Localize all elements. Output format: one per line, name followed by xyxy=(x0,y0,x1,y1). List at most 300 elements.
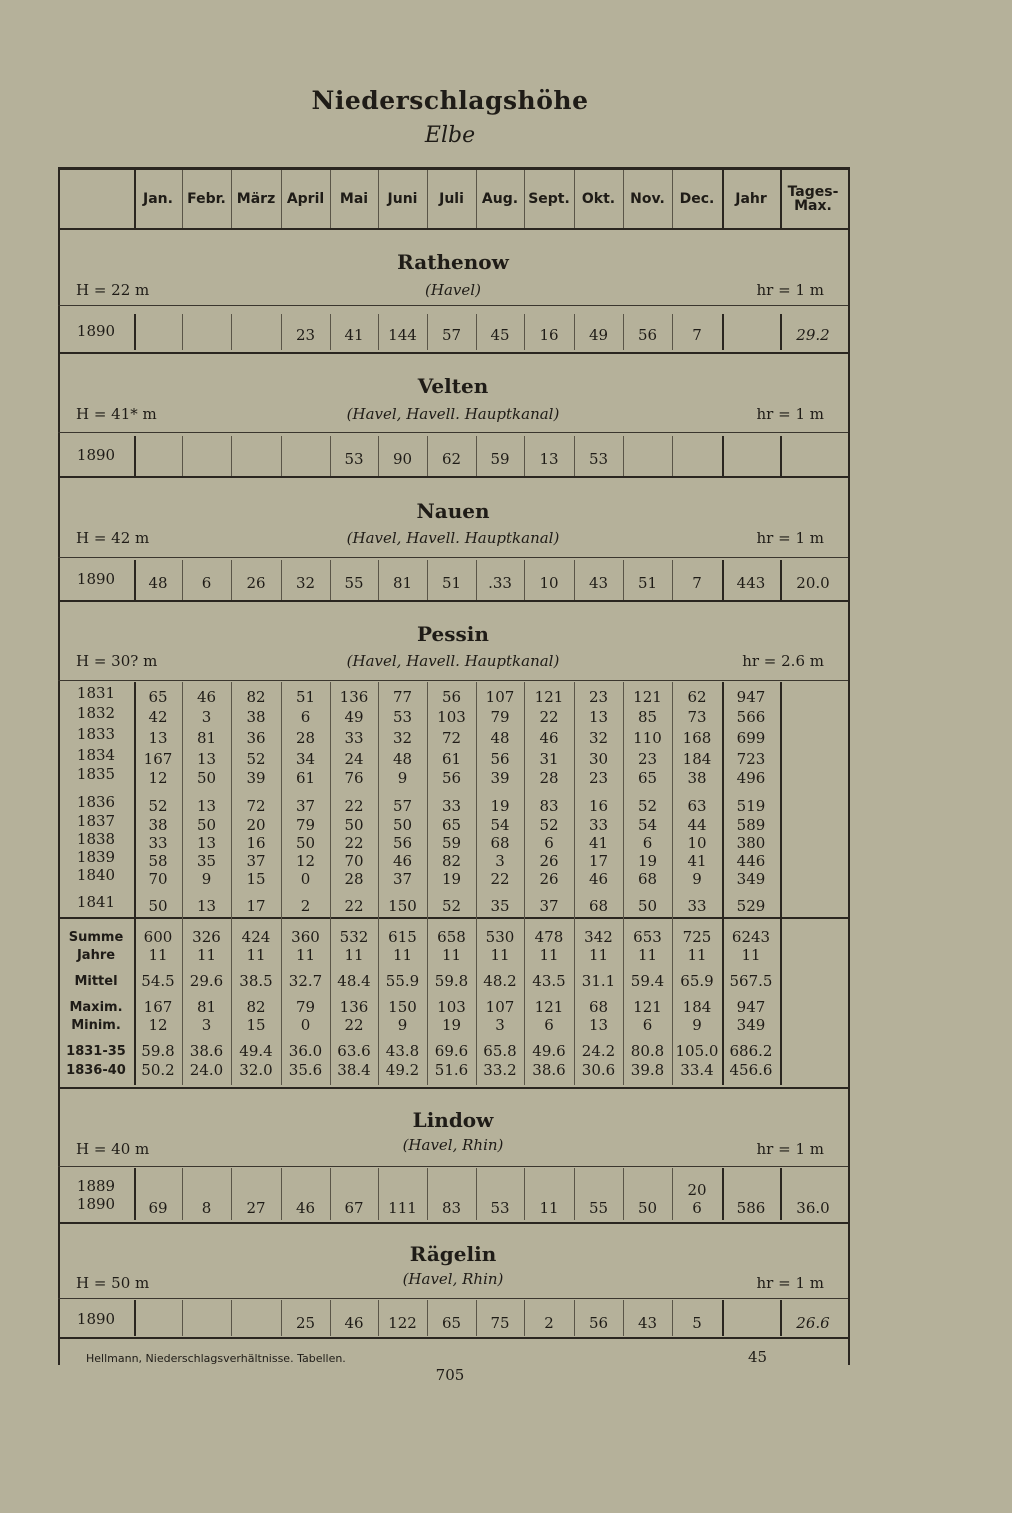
table-cell: 46 xyxy=(344,1314,364,1332)
table-cell: 2 xyxy=(544,1314,554,1332)
summary-cell: 13 xyxy=(588,1016,609,1034)
table-cell: 122 xyxy=(388,1314,417,1332)
summary-cell: 136 xyxy=(339,998,369,1016)
column-rule xyxy=(231,170,232,228)
table-cell: 46 xyxy=(196,688,217,706)
table-cell: 5 xyxy=(692,1314,702,1332)
table-cell: 36.0 xyxy=(796,1199,830,1217)
station-elevation: H = 41* m xyxy=(76,405,157,423)
table-cell: 566 xyxy=(736,708,766,726)
table-cell: 13 xyxy=(539,450,559,468)
table-cell: 168 xyxy=(682,729,712,747)
row-year: 1841 xyxy=(76,893,116,911)
summary-cell: 32.7 xyxy=(288,972,323,990)
table-cell: 23 xyxy=(295,326,316,344)
row-year: 1890 xyxy=(76,322,116,340)
station-name: Pessin xyxy=(417,622,489,646)
table-cell: 136 xyxy=(339,688,369,706)
table-cell: 20 xyxy=(246,816,266,834)
summary-cell: 184 xyxy=(682,998,712,1016)
row-year: 1890 xyxy=(76,1195,116,1213)
table-cell: 85 xyxy=(637,708,658,726)
summary-cell: 6243 xyxy=(731,928,771,946)
summary-cell: 600 xyxy=(143,928,173,946)
summary-cell: 63.6 xyxy=(337,1042,371,1060)
column-rule xyxy=(672,436,673,476)
column-rule xyxy=(330,170,331,228)
table-cell: 33 xyxy=(148,834,168,852)
summary-cell: 105.0 xyxy=(675,1042,719,1060)
table-cell: 110 xyxy=(633,729,662,747)
station-name: Rägelin xyxy=(409,1242,497,1266)
table-cell: 50 xyxy=(196,816,217,834)
summary-cell: 35.6 xyxy=(288,1061,323,1079)
table-cell: 38 xyxy=(687,769,707,787)
summary-label: Summe xyxy=(68,930,124,945)
table-cell: 26.6 xyxy=(796,1314,830,1332)
row-year: 1835 xyxy=(76,765,116,783)
summary-cell: 43.5 xyxy=(532,972,566,990)
table-cell: 0 xyxy=(300,870,311,888)
table-cell: 51 xyxy=(295,688,316,706)
summary-cell: 103 xyxy=(437,998,466,1016)
summary-cell: 50.2 xyxy=(141,1061,175,1079)
table-cell: 7 xyxy=(692,326,702,344)
table-cell: 6 xyxy=(642,834,653,852)
column-rule xyxy=(623,436,624,476)
table-cell: 65 xyxy=(637,769,658,787)
summary-cell: 3 xyxy=(201,1016,212,1034)
column-header: Jahr xyxy=(735,191,767,207)
table-cell: 23 xyxy=(637,750,658,768)
summary-cell: 530 xyxy=(485,928,515,946)
column-header: April xyxy=(286,191,325,207)
summary-cell: 11 xyxy=(741,946,761,964)
summary-cell: 532 xyxy=(339,928,369,946)
station-gauge-height: hr = 1 m xyxy=(756,1274,824,1292)
table-cell: 72 xyxy=(246,797,266,815)
summary-cell: 36.0 xyxy=(288,1042,323,1060)
section-rule xyxy=(58,557,848,558)
table-cell: 32 xyxy=(295,574,316,592)
column-rule xyxy=(780,682,782,1085)
table-cell: 33 xyxy=(687,897,707,915)
table-cell: 49 xyxy=(588,326,609,344)
column-header: Juli xyxy=(439,191,464,207)
table-cell: 16 xyxy=(246,834,266,852)
summary-cell: 15 xyxy=(246,1016,266,1034)
column-rule xyxy=(281,436,282,476)
summary-cell: 3 xyxy=(495,1016,505,1034)
table-cell: 446 xyxy=(736,852,766,870)
table-cell: 58 xyxy=(148,852,168,870)
section-rule xyxy=(58,600,848,602)
summary-cell: 38.4 xyxy=(337,1061,371,1079)
table-cell: 55 xyxy=(588,1199,609,1217)
table-cell: 22 xyxy=(344,834,364,852)
table-cell: 443 xyxy=(736,574,766,592)
table-cell: 10 xyxy=(539,574,559,592)
table-cell: 26 xyxy=(246,574,266,592)
row-year: 1837 xyxy=(76,812,116,830)
table-cell: 56 xyxy=(392,834,413,852)
summary-cell: 121 xyxy=(534,998,564,1016)
table-cell: 48 xyxy=(490,729,510,747)
station-gauge-height: hr = 1 m xyxy=(756,529,824,547)
summary-cell: 456.6 xyxy=(729,1061,773,1079)
table-cell: 53 xyxy=(588,450,609,468)
station-river: (Havel, Rhin) xyxy=(402,1270,504,1288)
column-rule xyxy=(134,314,136,350)
table-cell: 49 xyxy=(344,708,364,726)
table-cell: 41 xyxy=(687,852,707,870)
table-cell: 42 xyxy=(148,708,168,726)
column-rule xyxy=(231,436,232,476)
table-cell: 24 xyxy=(344,750,364,768)
table-cell: 6 xyxy=(201,574,212,592)
table-cell: 50 xyxy=(295,834,316,852)
station-river: (Havel, Havell. Hauptkanal) xyxy=(346,529,560,547)
table-cell: 70 xyxy=(344,852,364,870)
table-cell: 22 xyxy=(344,897,364,915)
table-cell: 48 xyxy=(392,750,413,768)
column-header: Dec. xyxy=(679,191,715,207)
column-rule xyxy=(231,1300,232,1336)
row-year: 1890 xyxy=(76,446,116,464)
table-cell: 7 xyxy=(692,574,702,592)
summary-cell: 38.6 xyxy=(189,1042,224,1060)
row-year: 1838 xyxy=(76,830,116,848)
section-rule xyxy=(58,1166,848,1167)
table-cell: 39 xyxy=(490,769,510,787)
column-rule xyxy=(780,170,782,228)
column-rule xyxy=(722,1300,724,1336)
summary-cell: 38.5 xyxy=(239,972,273,990)
table-cell: 51 xyxy=(441,574,462,592)
table-cell: 19 xyxy=(637,852,658,870)
table-cell: 519 xyxy=(736,797,766,815)
column-rule xyxy=(623,170,624,228)
column-rule xyxy=(722,436,724,476)
summary-cell: 349 xyxy=(736,1016,766,1034)
table-cell: 46 xyxy=(392,852,413,870)
table-cell: 52 xyxy=(637,797,658,815)
station-name: Velten xyxy=(417,374,489,398)
table-cell: 48 xyxy=(148,574,168,592)
table-cell: 53 xyxy=(490,1199,510,1217)
row-year: 1834 xyxy=(76,746,116,764)
summary-cell: 39.8 xyxy=(630,1061,665,1079)
table-cell: 68 xyxy=(588,897,609,915)
column-rule xyxy=(281,170,282,228)
table-cell: 70 xyxy=(148,870,168,888)
summary-cell: 29.6 xyxy=(189,972,224,990)
summary-cell: 49.6 xyxy=(532,1042,566,1060)
table-cell: 68 xyxy=(490,834,510,852)
row-year: 1839 xyxy=(76,848,116,866)
page-number: 705 xyxy=(435,1366,465,1384)
table-cell: 62 xyxy=(441,450,462,468)
summary-cell: 947 xyxy=(736,998,766,1016)
table-cell: 17 xyxy=(246,897,266,915)
table-cell: 23 xyxy=(588,769,609,787)
summary-cell: 68 xyxy=(588,998,609,1016)
column-rule xyxy=(134,1300,136,1336)
station-elevation: H = 42 m xyxy=(76,529,150,547)
table-cell: 56 xyxy=(637,326,658,344)
table-cell: 37 xyxy=(539,897,559,915)
station-river: (Havel) xyxy=(425,281,481,299)
table-cell: 121 xyxy=(633,688,662,706)
table-cell: 81 xyxy=(392,574,413,592)
summary-cell: 49.2 xyxy=(385,1061,420,1079)
summary-cell: 11 xyxy=(637,946,658,964)
summary-cell: 59.8 xyxy=(434,972,469,990)
row-year: 1840 xyxy=(76,866,116,884)
section-rule xyxy=(58,680,848,681)
summary-cell: 360 xyxy=(291,928,320,946)
summary-cell: 11 xyxy=(392,946,413,964)
row-year: 1890 xyxy=(76,1310,116,1328)
table-cell: 6 xyxy=(692,1199,702,1217)
table-cell: 19 xyxy=(490,797,510,815)
summary-cell: 24.0 xyxy=(189,1061,224,1079)
summary-cell: 81 xyxy=(196,998,217,1016)
table-cell: 50 xyxy=(637,1199,658,1217)
table-cell: 67 xyxy=(344,1199,364,1217)
table-cell: 50 xyxy=(392,816,413,834)
summary-cell: 59.8 xyxy=(141,1042,175,1060)
column-rule xyxy=(722,314,724,350)
page-subtitle: Elbe xyxy=(424,123,476,148)
summary-cell: 658 xyxy=(437,928,466,946)
table-cell: 43 xyxy=(637,1314,658,1332)
column-header: Jan. xyxy=(143,191,173,207)
table-cell: 51 xyxy=(637,574,658,592)
table-cell: 90 xyxy=(392,450,413,468)
station-name: Rathenow xyxy=(397,250,509,274)
table-cell: 20 xyxy=(687,1181,707,1199)
summary-label: Minim. xyxy=(71,1018,121,1033)
table-cell: 38 xyxy=(246,708,266,726)
column-rule xyxy=(524,170,525,228)
summary-cell: 80.8 xyxy=(630,1042,665,1060)
table-cell: 46 xyxy=(539,729,559,747)
source-footer: Hellmann, Niederschlagsverhältnisse. Tabellen. xyxy=(86,1352,346,1365)
table-cell: 59 xyxy=(441,834,462,852)
table-cell: 50 xyxy=(148,897,168,915)
table-cell: 75 xyxy=(490,1314,510,1332)
table-cell: 3 xyxy=(201,708,212,726)
station-elevation: H = 40 m xyxy=(76,1140,150,1158)
table-cell: 62 xyxy=(687,688,707,706)
table-cell: 31 xyxy=(539,750,559,768)
station-elevation: H = 50 m xyxy=(76,1274,150,1292)
table-cell: 26 xyxy=(539,852,559,870)
column-rule xyxy=(134,170,136,228)
column-rule xyxy=(780,436,782,476)
summary-cell: 65.8 xyxy=(483,1042,517,1060)
table-cell: 107 xyxy=(485,688,515,706)
table-cell: 16 xyxy=(539,326,559,344)
summary-cell: 11 xyxy=(246,946,266,964)
table-cell: 52 xyxy=(441,897,462,915)
summary-cell: 38.6 xyxy=(532,1061,566,1079)
station-elevation: H = 22 m xyxy=(76,281,150,299)
section-rule xyxy=(58,305,848,306)
table-cell: 53 xyxy=(392,708,413,726)
table-cell: 61 xyxy=(441,750,462,768)
summary-cell: 65.9 xyxy=(680,972,714,990)
table-cell: 54 xyxy=(490,816,510,834)
summary-label: Jahre xyxy=(76,948,116,963)
summary-cell: 79 xyxy=(295,998,316,1016)
station-gauge-height: hr = 1 m xyxy=(756,1140,824,1158)
table-cell: 27 xyxy=(246,1199,266,1217)
table-cell: 13 xyxy=(148,729,168,747)
column-rule xyxy=(476,170,477,228)
table-cell: 10 xyxy=(687,834,707,852)
column-header: Juni xyxy=(387,191,418,207)
table-cell: 9 xyxy=(201,870,212,888)
table-cell: 77 xyxy=(392,688,413,706)
table-cell: 56 xyxy=(588,1314,609,1332)
table-cell: 103 xyxy=(437,708,466,726)
table-cell: 65 xyxy=(441,816,462,834)
summary-cell: 653 xyxy=(633,928,662,946)
summary-cell: 54.5 xyxy=(141,972,175,990)
table-cell: 30 xyxy=(588,750,609,768)
sheet-number: 45 xyxy=(748,1348,768,1366)
table-cell: 50 xyxy=(637,897,658,915)
column-header: Aug. xyxy=(481,191,519,207)
column-header: Okt. xyxy=(581,191,616,207)
summary-label: Mittel xyxy=(74,974,118,989)
column-rule xyxy=(722,170,724,228)
column-header: Sept. xyxy=(528,191,570,207)
summary-cell: 11 xyxy=(588,946,609,964)
column-rule xyxy=(182,1300,183,1336)
table-cell: 12 xyxy=(295,852,316,870)
column-rule xyxy=(378,170,379,228)
summary-cell: 615 xyxy=(388,928,417,946)
table-cell: 46 xyxy=(588,870,609,888)
table-cell: 529 xyxy=(736,897,766,915)
summary-cell: 567.5 xyxy=(729,972,773,990)
table-cell: 65 xyxy=(441,1314,462,1332)
table-cell: 44 xyxy=(687,816,707,834)
summary-cell: 6 xyxy=(642,1016,653,1034)
row-year: 1836 xyxy=(76,793,116,811)
summary-cell: 11 xyxy=(196,946,217,964)
table-cell: 9 xyxy=(692,870,702,888)
table-cell: 6 xyxy=(544,834,554,852)
station-gauge-height: hr = 1 m xyxy=(756,281,824,299)
table-cell: 19 xyxy=(441,870,462,888)
section-rule xyxy=(58,476,848,478)
section-rule xyxy=(58,352,848,354)
table-cell: 947 xyxy=(736,688,766,706)
summary-cell: 342 xyxy=(584,928,613,946)
summary-cell: 6 xyxy=(544,1016,554,1034)
table-cell: 26 xyxy=(539,870,559,888)
column-rule xyxy=(182,170,183,228)
table-cell: 11 xyxy=(539,1199,559,1217)
summary-cell: 11 xyxy=(441,946,462,964)
column-header: Mai xyxy=(339,191,369,207)
table-cell: 380 xyxy=(736,834,766,852)
table-cell: 36 xyxy=(246,729,266,747)
table-cell: 61 xyxy=(295,769,316,787)
table-cell: 22 xyxy=(539,708,559,726)
summary-cell: 48.2 xyxy=(483,972,517,990)
table-cell: 53 xyxy=(344,450,364,468)
table-cell: 16 xyxy=(588,797,609,815)
summary-cell: 11 xyxy=(687,946,707,964)
summary-cell: 48.4 xyxy=(337,972,371,990)
summary-label: 1831-35 xyxy=(66,1044,126,1059)
summary-cell: 11 xyxy=(148,946,168,964)
table-cell: 12 xyxy=(148,769,168,787)
table-cell: 144 xyxy=(388,326,417,344)
table-cell: 41 xyxy=(588,834,609,852)
section-rule xyxy=(58,1337,848,1339)
table-cell: 28 xyxy=(539,769,559,787)
summary-cell: 11 xyxy=(344,946,364,964)
table-cell: 121 xyxy=(534,688,564,706)
table-cell: 184 xyxy=(682,750,712,768)
summary-cell: 9 xyxy=(692,1016,702,1034)
table-cell: 83 xyxy=(441,1199,462,1217)
table-cell: 37 xyxy=(392,870,413,888)
table-cell: 54 xyxy=(637,816,658,834)
table-cell: .33 xyxy=(488,574,512,592)
table-cell: 63 xyxy=(687,797,707,815)
summary-cell: 31.1 xyxy=(581,972,616,990)
row-year: 1832 xyxy=(76,704,116,722)
table-cell: 73 xyxy=(687,708,707,726)
column-rule xyxy=(574,170,575,228)
summary-cell: 69.6 xyxy=(434,1042,469,1060)
table-cell: 50 xyxy=(196,769,217,787)
row-year: 1890 xyxy=(76,570,116,588)
row-year: 1889 xyxy=(76,1177,116,1195)
table-cell: 22 xyxy=(344,797,364,815)
table-cell: 52 xyxy=(246,750,266,768)
table-cell: 32 xyxy=(392,729,413,747)
table-cell: 28 xyxy=(344,870,364,888)
summary-cell: 55.9 xyxy=(385,972,420,990)
column-header: Febr. xyxy=(187,191,226,207)
summary-cell: 0 xyxy=(300,1016,311,1034)
table-cell: 45 xyxy=(490,326,510,344)
table-cell: 33 xyxy=(588,816,609,834)
station-river: (Havel, Rhin) xyxy=(402,1136,504,1154)
summary-label: 1836-40 xyxy=(66,1063,126,1078)
table-cell: 50 xyxy=(344,816,364,834)
summary-cell: 11 xyxy=(539,946,559,964)
station-name: Nauen xyxy=(416,499,490,523)
table-cell: 111 xyxy=(388,1199,417,1217)
table-cell: 699 xyxy=(736,729,766,747)
table-cell: 52 xyxy=(539,816,559,834)
table-cell: 41 xyxy=(344,326,364,344)
summary-cell: 167 xyxy=(143,998,173,1016)
table-cell: 167 xyxy=(143,750,173,768)
table-cell: 57 xyxy=(441,326,462,344)
summary-cell: 725 xyxy=(682,928,712,946)
column-header: März xyxy=(236,191,276,207)
